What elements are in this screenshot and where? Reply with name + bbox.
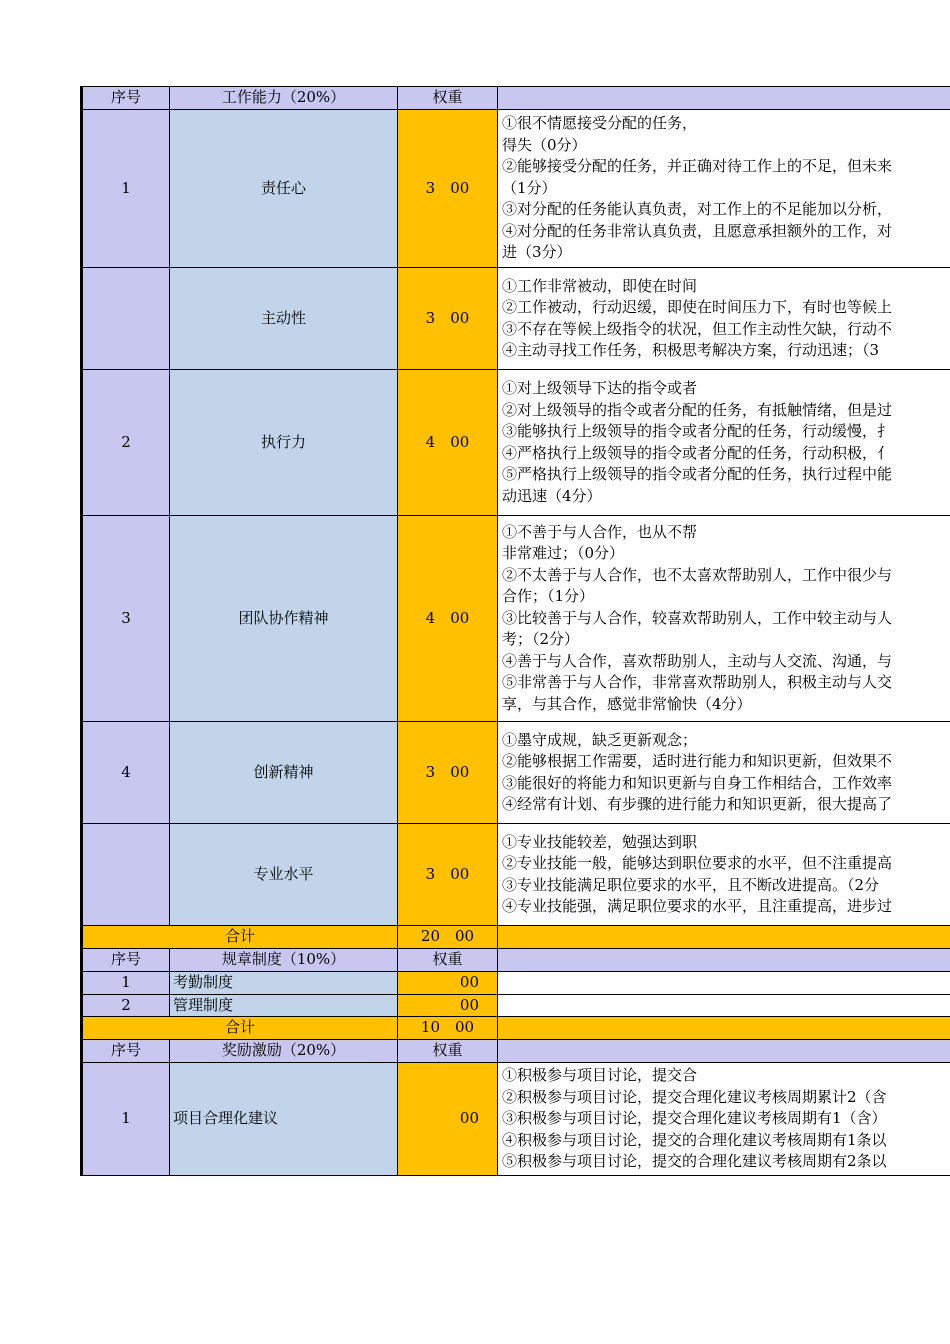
row-item: 主动性 [170, 268, 398, 370]
desc-line: ④严格执行上级领导的指令或者分配的任务，行动积极，亻 [502, 443, 893, 462]
desc-line: ③不存在等候上级指令的状况，但工作主动性欠缺，行动不 [502, 319, 893, 338]
row-seq: 2 [82, 370, 170, 516]
desc-line: ①不善于与人合作，也从不帮 [502, 522, 698, 541]
desc-line: ②对上级领导的指令或者分配的任务，有抵触情绪，但是过 [502, 400, 893, 419]
row-seq: 1 [82, 1063, 170, 1176]
row-item: 专业水平 [170, 824, 398, 926]
row-seq: 4 [82, 722, 170, 824]
evaluation-table [80, 86, 950, 1176]
desc-line: ④经常有计划、有步骤的进行能力和知识更新，很大提高了 [502, 795, 893, 813]
row-description [498, 722, 950, 824]
header-item: 规章制度（10%） [170, 949, 398, 972]
desc-line: ①专业技能较差，勉强达到职 [502, 832, 698, 851]
row-seq: 3 [82, 516, 170, 722]
header-seq: 序号 [82, 1040, 170, 1063]
row-seq [82, 268, 170, 370]
table-row [82, 110, 950, 268]
row-item: 创新精神 [170, 722, 398, 824]
header-weight: 权重 [398, 87, 498, 110]
header-item: 奖励激励（20%） [170, 1040, 398, 1063]
desc-line: ④专业技能强，满足职位要求的水平，且注重提高，进步过 [502, 897, 893, 915]
table-row [82, 824, 950, 926]
desc-line: ③能够执行上级领导的指令或者分配的任务，行动缓慢，扌 [502, 422, 893, 440]
desc-line: ②专业技能一般，能够达到职位要求的水平，但不注重提高 [502, 854, 893, 872]
row-item: 团队协作精神 [170, 516, 398, 722]
row-weight: 3 00 [398, 268, 498, 370]
desc-line: ②能够接受分配的任务，并正确对待工作上的不足，但未来 [502, 157, 893, 176]
desc-line: ③比较善于与人合作，较喜欢帮助别人，工作中较主动与人 [502, 608, 893, 627]
row-description [498, 110, 950, 268]
desc-line: 合作；（1分） [502, 587, 595, 606]
row-item: 责任心 [170, 110, 398, 268]
desc-line: ⑤非常善于与人合作，非常喜欢帮助别人，积极主动与人交 [502, 673, 893, 692]
row-description [498, 824, 950, 926]
total-weight: 20 00 [398, 926, 498, 949]
row-description [498, 370, 950, 516]
desc-line: ①积极参与项目讨论，提交合 [502, 1066, 698, 1084]
table-row [82, 972, 950, 995]
desc-line: ②能够根据工作需要，适时进行能力和知识更新，但效果不 [502, 752, 893, 770]
row-weight: 00 [398, 1063, 498, 1176]
total-label: 合计 [82, 1017, 398, 1040]
desc-line: 进（3分） [502, 243, 572, 262]
desc-line: ④积极参与项目讨论，提交的合理化建议考核周期有1条以 [502, 1130, 887, 1149]
header-desc [498, 949, 950, 972]
row-description [498, 972, 950, 995]
section1-header-row [82, 87, 950, 110]
table-row [82, 994, 950, 1017]
row-item: 考勤制度 [170, 972, 398, 995]
table-row [82, 1063, 950, 1176]
desc-line: ②工作被动，行动迟缓，即使在时间压力下，有时也等候上 [502, 298, 893, 316]
row-weight: 00 [398, 972, 498, 995]
header-desc [498, 1040, 950, 1063]
desc-line: ④对分配的任务非常认真负责，且愿意承担额外的工作，对 [502, 221, 893, 240]
header-weight: 权重 [398, 949, 498, 972]
row-seq [82, 824, 170, 926]
section2-total-row [82, 1017, 950, 1040]
total-desc [498, 926, 950, 949]
row-description [498, 516, 950, 722]
row-description [498, 268, 950, 370]
row-item: 执行力 [170, 370, 398, 516]
row-weight: 3 00 [398, 824, 498, 926]
desc-line: ④主动寻找工作任务，积极思考解决方案，行动迅速；（3 [502, 341, 880, 359]
row-seq: 1 [82, 110, 170, 268]
desc-line: 考；（2分） [502, 630, 580, 649]
total-desc [498, 1017, 950, 1040]
row-weight: 00 [398, 994, 498, 1017]
desc-line: 动迅速（4分） [502, 486, 602, 505]
desc-line: ①很不情愿接受分配的任务， [502, 114, 698, 133]
desc-line: ②不太善于与人合作，也不太喜欢帮助别人，工作中很少与 [502, 565, 893, 584]
desc-line: ①对上级领导下达的指令或者 [502, 379, 698, 397]
evaluation-sheet [80, 86, 950, 1176]
row-seq: 2 [82, 994, 170, 1017]
desc-line: ②积极参与项目讨论，提交合理化建议考核周期累计2（含 [502, 1087, 887, 1106]
desc-line: 非常难过；（0分） [502, 544, 625, 563]
row-seq: 1 [82, 972, 170, 995]
header-desc [498, 87, 950, 110]
desc-line: ③积极参与项目讨论，提交合理化建议考核周期有1（含） [502, 1109, 887, 1127]
desc-line: ①墨守成规，缺乏更新观念； [502, 730, 698, 749]
desc-line: （1分） [502, 178, 557, 197]
section1-total-row [82, 926, 950, 949]
desc-line: ⑤积极参与项目讨论，提交的合理化建议考核周期有2条以 [502, 1152, 887, 1170]
row-description [498, 994, 950, 1017]
desc-line: ④善于与人合作，喜欢帮助别人，主动与人交流、沟通，与 [502, 651, 893, 670]
desc-line: ③专业技能满足职位要求的水平，且不断改进提高。（2分 [502, 875, 880, 894]
row-item: 项目合理化建议 [170, 1063, 398, 1176]
row-weight: 3 00 [398, 110, 498, 268]
header-seq: 序号 [82, 949, 170, 972]
desc-line: 得失（0分） [502, 135, 587, 154]
desc-line: ①工作非常被动，即使在时间 [502, 276, 698, 295]
desc-line: ③对分配的任务能认真负责，对工作上的不足能加以分析， [502, 200, 893, 219]
table-row [82, 268, 950, 370]
desc-line: ⑤严格执行上级领导的指令或者分配的任务，执行过程中能 [502, 465, 893, 483]
row-weight: 4 00 [398, 516, 498, 722]
table-row [82, 370, 950, 516]
desc-line: 享，与其合作，感觉非常愉快（4分） [502, 694, 752, 713]
header-seq: 序号 [82, 87, 170, 110]
total-label: 合计 [82, 926, 398, 949]
row-weight: 4 00 [398, 370, 498, 516]
table-row [82, 722, 950, 824]
section2-header-row [82, 949, 950, 972]
desc-line: ③能很好的将能力和知识更新与自身工作相结合，工作效率 [502, 773, 893, 792]
row-item: 管理制度 [170, 994, 398, 1017]
header-item: 工作能力（20%） [170, 87, 398, 110]
table-row [82, 516, 950, 722]
row-weight: 3 00 [398, 722, 498, 824]
row-description [498, 1063, 950, 1176]
section3-header-row [82, 1040, 950, 1063]
total-weight: 10 00 [398, 1017, 498, 1040]
header-weight: 权重 [398, 1040, 498, 1063]
